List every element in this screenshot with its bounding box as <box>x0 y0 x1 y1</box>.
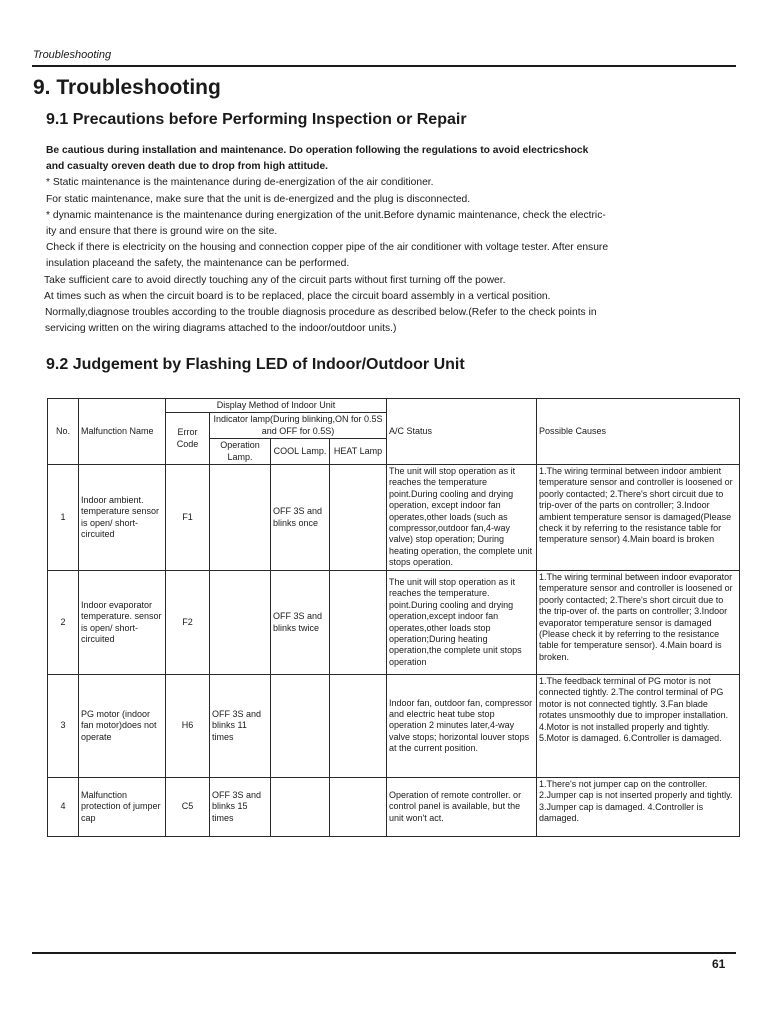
precaution-line: ity and ensure that there is ground wire on the site. <box>46 226 278 238</box>
row-possible-causes: 1.The feedback terminal of PG motor is not connected tightly. 2.The control terminal of PG motor is not connected tightly. 3.Fan blade rotates unsmoothly due to improper installation. 4.Motor is not installed properly and tightly. 5.Motor is damaged. 6.Controller is damaged. <box>537 675 740 778</box>
precaution-line: For static maintenance, make sure that the unit is de-energized and the plug is disconnected. <box>46 193 471 205</box>
row-ac-status: The unit will stop operation as it reaches the temperature point.During cooling and drying operation, except indoor fan operates,other loads (such as compressor,outdoor fan,4-way valve) stop operation; During heating operation, the complete unit stops operation. <box>387 465 537 571</box>
precaution-line: and casualty oreven death due to drop from high attitude. <box>46 161 329 173</box>
row-malfunction-name: PG motor (indoor fan motor)does not operate <box>79 675 166 778</box>
row-operation-lamp: OFF 3S and blinks 11 times <box>210 675 271 778</box>
precaution-line: * Static maintenance is the maintenance during de-energization of the air conditioner. <box>46 177 434 189</box>
row-possible-causes: 1.There's not jumper cap on the controller. 2.Jumper cap is not inserted properly and tightly. 3.Jumper cap is damaged. 4.Controller is damaged. <box>537 778 740 837</box>
table-row <box>48 675 740 778</box>
row-ac-status: The unit will stop operation as it reaches the temperature. point.During cooling and drying operation,except indoor fan operates,other loads stop operation;During heating operation,the complete unit stops operation <box>387 571 537 675</box>
row-possible-causes: 1.The wiring terminal between indoor ambient temperature sensor and controller is loosened or poorly contacted; 2.There's short circuit due to trip-over of the parts on controller; 3.Indoor ambient temperature sensor is damaged(Please check it by referring to the resistance table for temperature sensor) 4.Main board is broken <box>537 465 740 571</box>
table-row <box>48 465 740 571</box>
header-no: No. <box>48 399 79 465</box>
row-malfunction-name: Indoor evaporator temperature. sensor is open/ short-circuited <box>79 571 166 675</box>
row-ac-status: Operation of remote controller. or control panel is available, but the unit won't act. <box>387 778 537 837</box>
subsection-title-precautions: 9.1 Precautions before Performing Inspection or Repair <box>46 111 467 128</box>
row-error-code: H6 <box>166 675 210 778</box>
header-operation-lamp: Operation Lamp. <box>210 439 271 465</box>
header-display-method: Display Method of Indoor Unit <box>166 399 387 413</box>
header-possible-causes: Possible Causes <box>537 399 740 465</box>
precaution-line: servicing written on the wiring diagrams attached to the indoor/outdoor units.) <box>45 323 397 335</box>
row-operation-lamp <box>210 465 271 571</box>
precaution-line: Check if there is electricity on the housing and connection copper pipe of the air conditioner with voltage tester. After ensure <box>46 242 609 254</box>
row-heat-lamp <box>330 465 387 571</box>
table-header-row <box>48 399 740 413</box>
row-error-code: F1 <box>166 465 210 571</box>
row-operation-lamp <box>210 571 271 675</box>
row-heat-lamp <box>330 675 387 778</box>
row-heat-lamp <box>330 778 387 837</box>
row-no: 3 <box>48 675 79 778</box>
row-malfunction-name: Malfunction protection of jumper cap <box>79 778 166 837</box>
header-ac-status: A/C Status <box>387 399 537 465</box>
header-rule <box>32 65 736 67</box>
led-malfunction-table <box>47 398 740 837</box>
row-no: 4 <box>48 778 79 837</box>
row-error-code: C5 <box>166 778 210 837</box>
precaution-line: Take sufficient care to avoid directly touching any of the circuit parts without first turning off the power. <box>44 274 506 286</box>
row-cool-lamp: OFF 3S and blinks twice <box>271 571 330 675</box>
row-no: 2 <box>48 571 79 675</box>
precaution-line: At times such as when the circuit board is to be replaced, place the circuit board assembly in a vertical position. <box>44 290 551 302</box>
header-heat-lamp: HEAT Lamp <box>330 439 387 465</box>
row-cool-lamp <box>271 778 330 837</box>
row-possible-causes: 1.The wiring terminal between indoor evaporator temperature sensor and controller is loosened or poorly contacted; 2.There's short circuit due to the trip-over of. the parts on controller; 3.Indoor evaporator temperature sensor is damaged (Please check it by referring to the resistance table for temperature sensor). 4.Main board is broken. <box>537 571 740 675</box>
section-title: 9. Troubleshooting <box>33 76 221 99</box>
precaution-line: Normally,diagnose troubles according to the trouble diagnosis procedure as described below.(Refer to the check points in <box>45 307 597 319</box>
precaution-line: * dynamic maintenance is the maintenance during energization of the unit.Before dynamic maintenance, check the electric- <box>46 209 606 221</box>
row-no: 1 <box>48 465 79 571</box>
row-error-code: F2 <box>166 571 210 675</box>
row-cool-lamp <box>271 675 330 778</box>
row-cool-lamp: OFF 3S and blinks once <box>271 465 330 571</box>
precaution-line: insulation placeand the safety, the maintenance can be performed. <box>46 258 350 270</box>
header-malfunction-name: Malfunction Name <box>79 399 166 465</box>
precaution-line: Be cautious during installation and maintenance. Do operation following the regulations to avoid electricshock <box>46 145 589 156</box>
header-cool-lamp: COOL Lamp. <box>271 439 330 465</box>
precautions-text <box>46 143 736 337</box>
row-operation-lamp: OFF 3S and blinks 15 times <box>210 778 271 837</box>
row-heat-lamp <box>330 571 387 675</box>
subsection-title-led-judgement: 9.2 Judgement by Flashing LED of Indoor/Outdoor Unit <box>46 356 465 373</box>
running-header: Troubleshooting <box>33 49 112 61</box>
page-number: 61 <box>712 957 726 971</box>
header-error-code: Error Code <box>166 413 210 465</box>
row-ac-status: Indoor fan, outdoor fan, compressor and electric heat tube stop operation 2 minutes later,4-way valve stops; horizontal louver stops at the current position. <box>387 675 537 778</box>
table-row <box>48 778 740 837</box>
row-malfunction-name: Indoor ambient. temperature sensor is open/ short-circuited <box>79 465 166 571</box>
footer-rule <box>32 952 736 954</box>
header-indicator-lamp: Indicator lamp(During blinking,ON for 0.5S and OFF for 0.5S) <box>210 413 387 439</box>
table-row <box>48 571 740 675</box>
